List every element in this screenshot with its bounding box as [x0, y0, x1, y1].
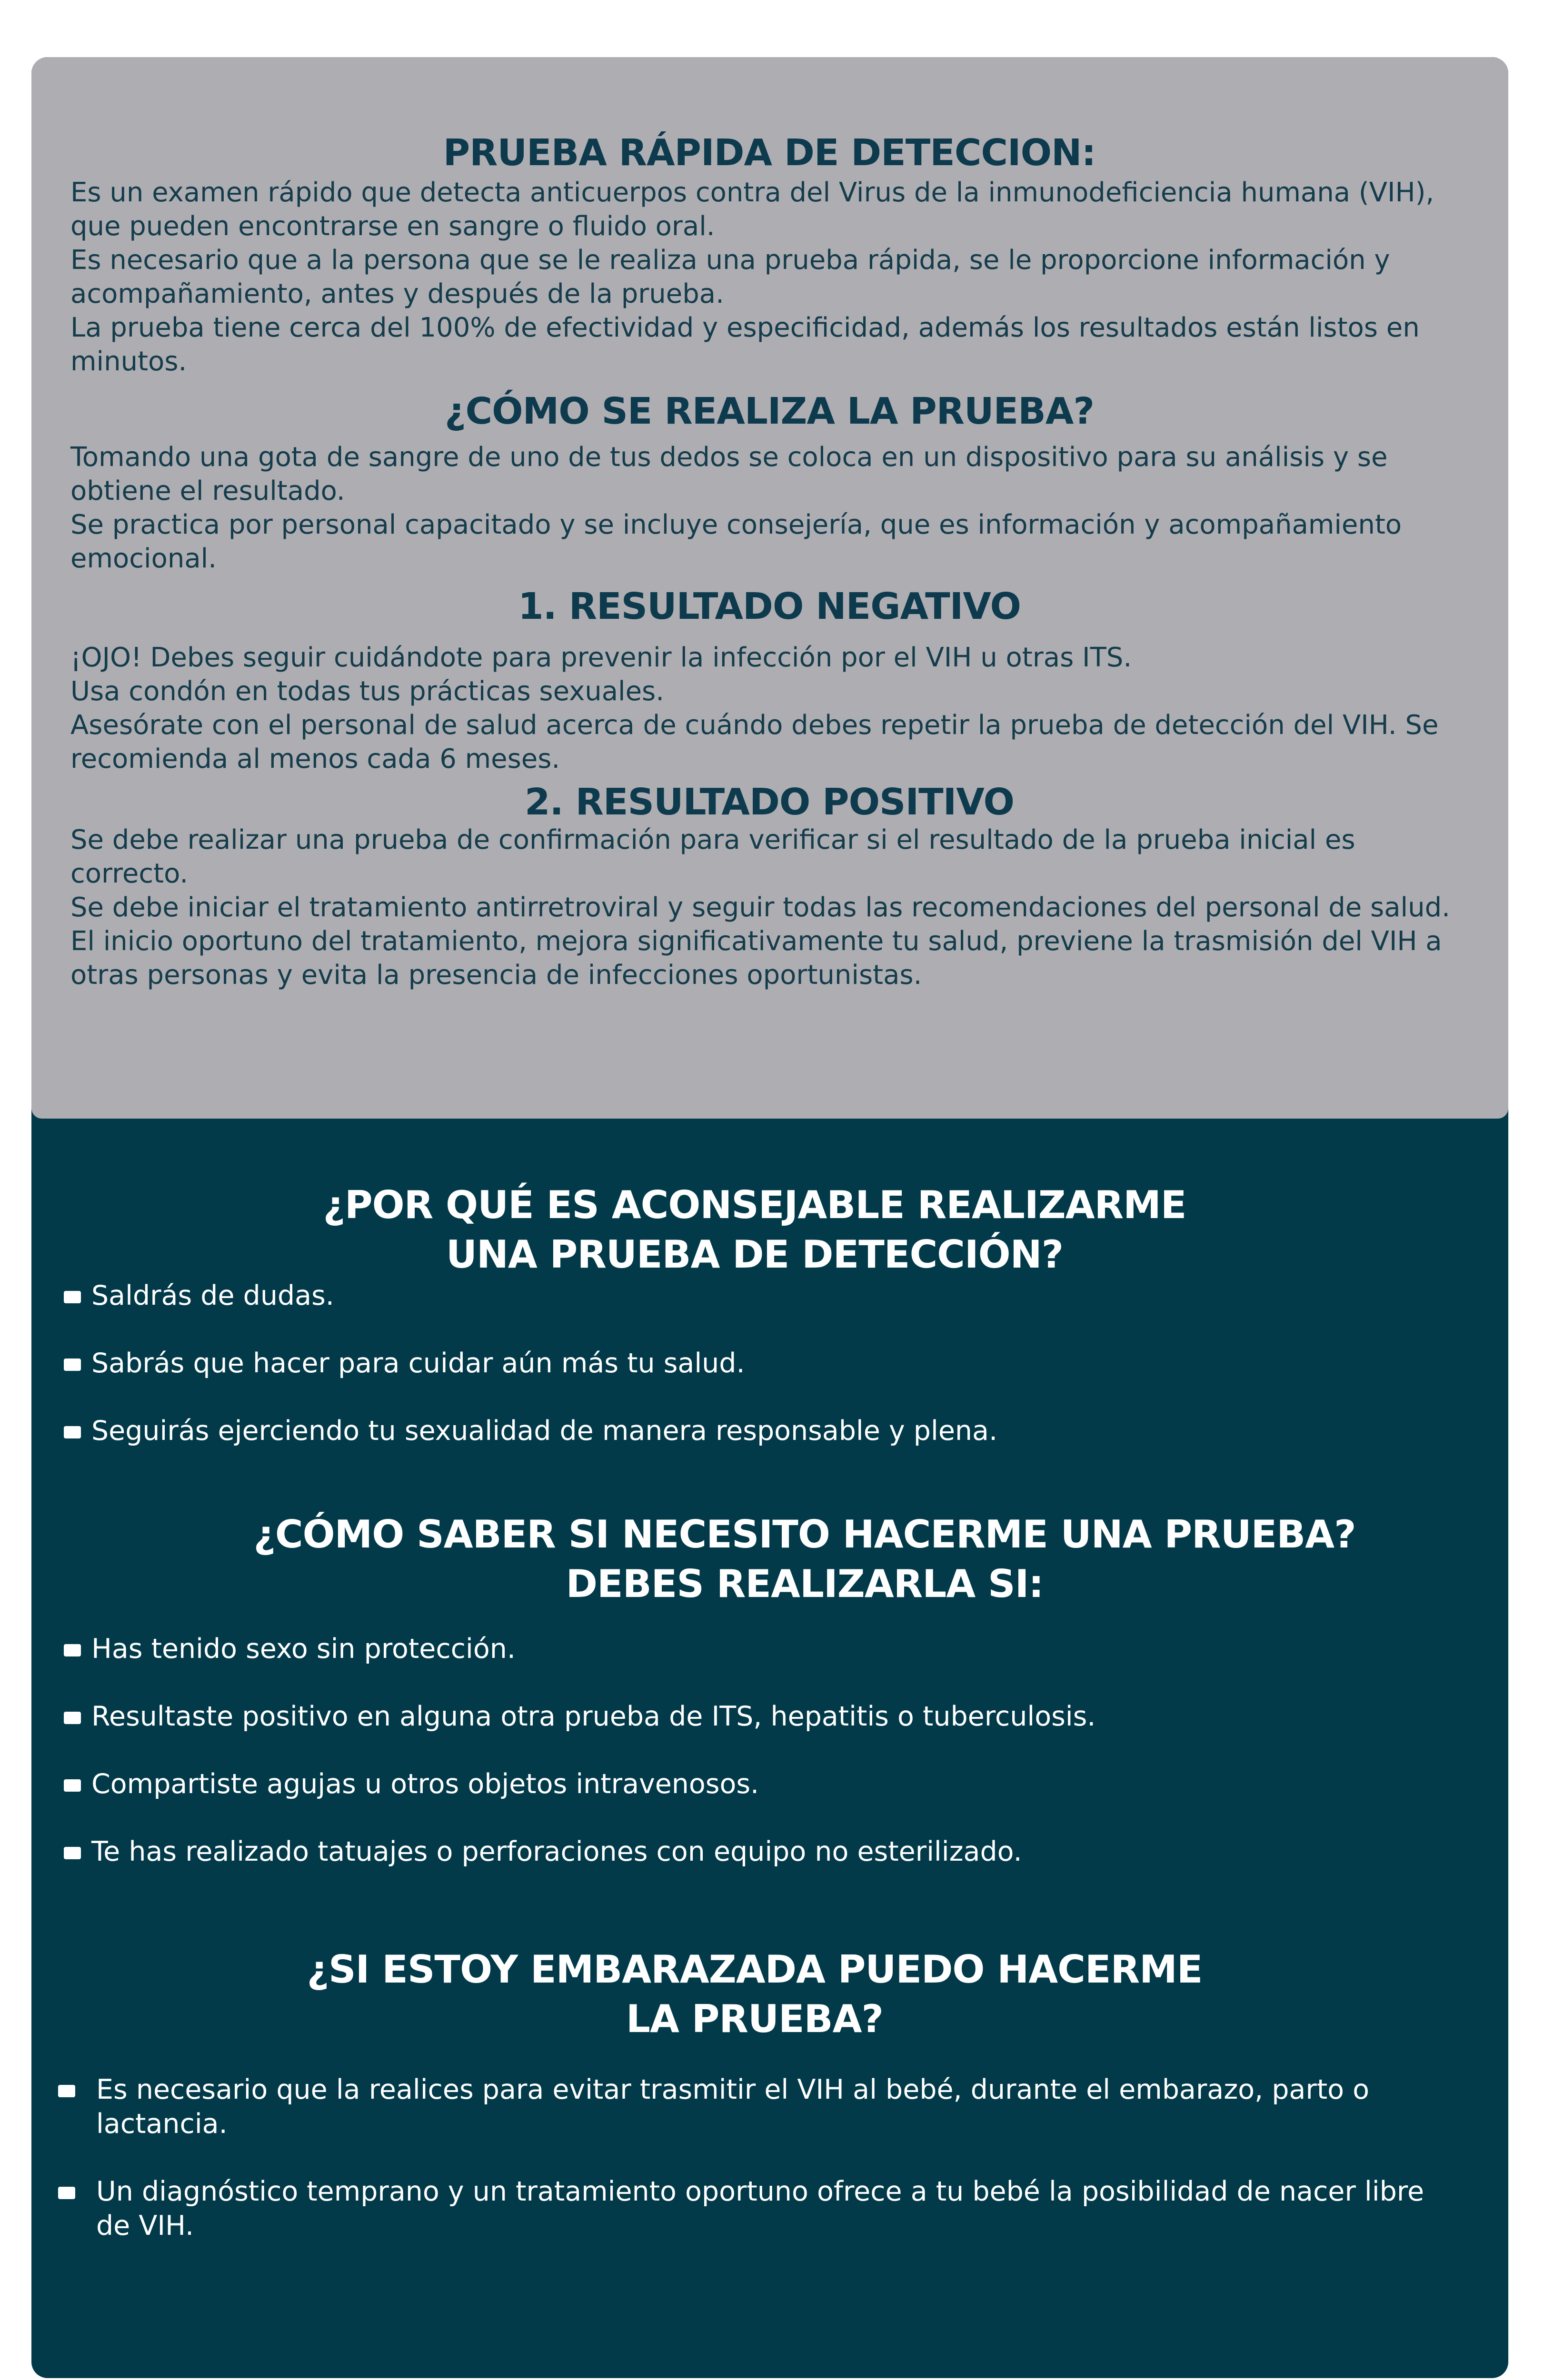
bullet-square-icon: [64, 1644, 81, 1656]
list-item-text: Resultaste positivo en alguna otra prueba de ITS, hepatitis o tuberculosis.: [91, 1701, 1096, 1732]
when-test-list: [58, 1632, 1451, 1869]
list-item: [58, 1414, 1451, 1448]
why-test-list: [58, 1279, 1451, 1448]
bullet-square-icon: [64, 1426, 81, 1438]
bullet-square-icon: [64, 1779, 81, 1792]
bullet-square-icon: [58, 2085, 75, 2097]
list-item-text: Te has realizado tatuajes o perforaciones con equipo no esterilizado.: [91, 1836, 1022, 1867]
pregnancy-heading-line1: ¿SI ESTOY EMBARAZADA PUEDO HACERME: [307, 1947, 1203, 1992]
questions-section: [31, 1119, 1508, 2378]
list-item: [58, 1279, 1451, 1313]
bullet-square-icon: [64, 1359, 81, 1371]
list-item: [58, 1346, 1451, 1380]
negative-result-title: 1. RESULTADO NEGATIVO: [518, 585, 1021, 628]
why-test-heading-line1: ¿POR QUÉ ES ACONSEJABLE REALIZARME: [323, 1183, 1186, 1227]
negative-result-paragraph: Asesórate con el personal de salud acerca de cuándo debes repetir la prueba de detección del VIH. Se recomienda al menos cada 6 meses.: [70, 710, 1439, 775]
when-test-heading-line2: DEBES REALIZARLA SI:: [566, 1562, 1044, 1606]
list-item: [58, 2174, 1451, 2243]
why-test-heading: [58, 1180, 1451, 1279]
when-test-heading-line1: ¿CÓMO SABER SI NECESITO HACERME UNA PRUEBA?: [253, 1512, 1356, 1557]
positive-result-paragraph: El inicio oportuno del tratamiento, mejora significativamente tu salud, previene la trasmisión del VIH a otras personas y evita la presencia de infecciones oportunistas.: [70, 925, 1442, 991]
list-item-text: Un diagnóstico temprano y un tratamiento oportuno ofrece a tu bebé la posibilidad de nacer libre de VIH.: [96, 2176, 1424, 2241]
positive-result-title: 2. RESULTADO POSITIVO: [524, 781, 1014, 824]
how-test-paragraph: Tomando una gota de sangre de uno de tus dedos se coloca en un dispositivo para su análisis y se obtiene el resultado.: [70, 442, 1388, 507]
negative-result-paragraph: Usa condón en todas tus prácticas sexuales.: [70, 676, 665, 707]
pregnancy-heading-line2: LA PRUEBA?: [626, 1997, 883, 2041]
list-item-text: Seguirás ejerciendo tu sexualidad de manera responsable y plena.: [91, 1415, 998, 1447]
bullet-square-icon: [64, 1847, 81, 1859]
rapid-test-title: PRUEBA RÁPIDA DE DETECCION:: [443, 132, 1096, 174]
rapid-test-paragraph: Es un examen rápido que detecta anticuerpos contra del Virus de la inmunodeficiencia humana (VIH), que pueden encontrarse en sangre o fluido oral.: [70, 177, 1434, 242]
pregnancy-list: [58, 2073, 1451, 2243]
pregnancy-heading: [58, 1945, 1451, 2044]
list-item: [58, 1632, 1451, 1666]
list-item: [58, 1767, 1451, 1801]
negative-result-paragraph: ¡OJO! Debes seguir cuidándote para prevenir la infección por el VIH u otras ITS.: [70, 642, 1132, 674]
when-test-heading: [58, 1510, 1480, 1609]
list-item: [58, 1835, 1451, 1869]
why-test-heading-line2: UNA PRUEBA DE DETECCIÓN?: [446, 1232, 1063, 1277]
bullet-square-icon: [64, 1712, 81, 1724]
list-item-text: Compartiste agujas u otros objetos intravenosos.: [91, 1768, 759, 1800]
list-item: [58, 2073, 1451, 2141]
rapid-test-section: [31, 57, 1508, 1119]
list-item-text: Saldrás de dudas.: [91, 1280, 334, 1311]
info-card: [31, 57, 1508, 2378]
list-item-text: Has tenido sexo sin protección.: [91, 1633, 516, 1665]
positive-result-paragraph: Se debe iniciar el tratamiento antirretroviral y seguir todas las recomendaciones del personal de salud.: [70, 892, 1450, 923]
rapid-test-paragraph: La prueba tiene cerca del 100% de efectividad y especificidad, además los resultados están listos en minutos.: [70, 312, 1420, 377]
positive-result-paragraph: Se debe realizar una prueba de confirmación para verificar si el resultado de la prueba inicial es correcto.: [70, 824, 1355, 889]
list-item-text: Es necesario que la realices para evitar trasmitir el VIH al bebé, durante el embarazo, parto o lactancia.: [96, 2074, 1369, 2140]
list-item-text: Sabrás que hacer para cuidar aún más tu salud.: [91, 1348, 745, 1379]
bullet-square-icon: [58, 2187, 75, 2199]
rapid-test-paragraph: Es necesario que a la persona que se le realiza una prueba rápida, se le proporcione información y acompañamiento, antes y después de la prueba.: [70, 244, 1390, 309]
bullet-square-icon: [64, 1291, 81, 1303]
how-test-title: ¿CÓMO SE REALIZA LA PRUEBA?: [444, 390, 1095, 433]
how-test-paragraph: Se practica por personal capacitado y se incluye consejería, que es información y acompañamiento emocional.: [70, 509, 1402, 575]
list-item: [58, 1699, 1451, 1734]
